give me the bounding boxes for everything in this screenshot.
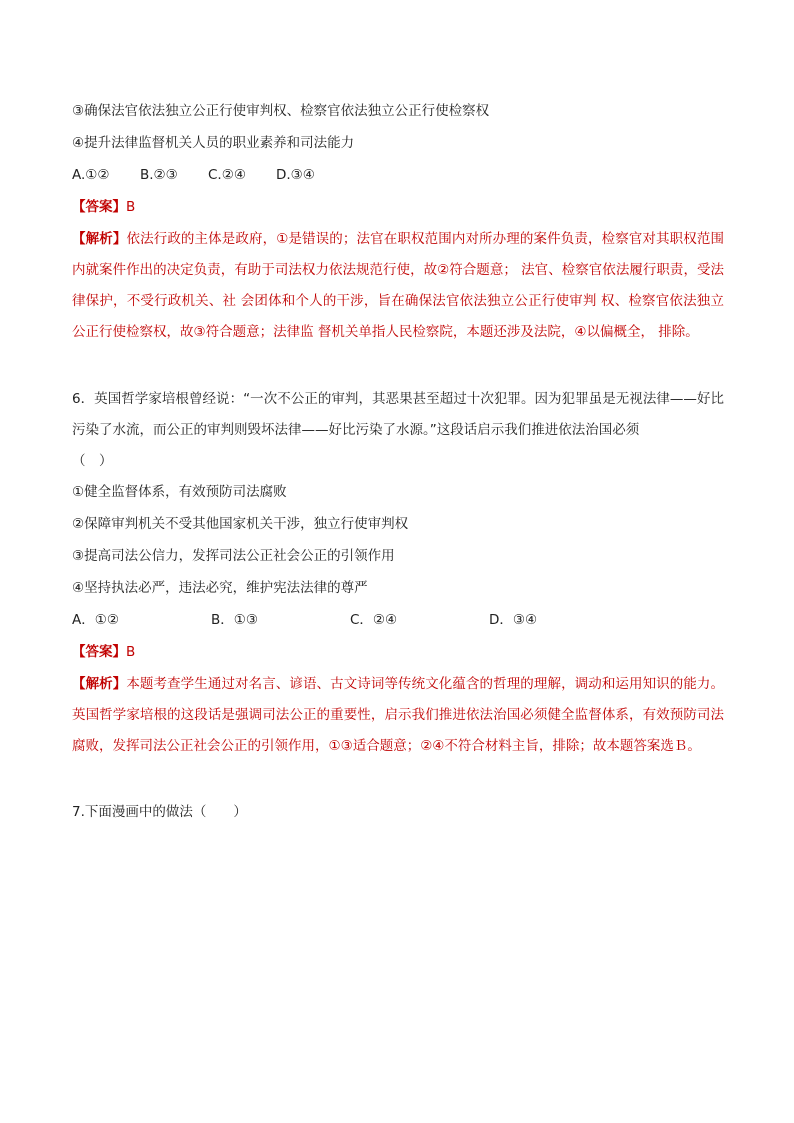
q6-option-1: ①健全监督体系，有效预防司法腐败 bbox=[72, 484, 287, 500]
q6-option-3: ③提高司法公信力，发挥司法公正社会公正的引领作用 bbox=[72, 548, 395, 564]
q6-analysis bbox=[72, 669, 724, 762]
q6-analysis-text: 本题考查学生通过对名言、谚语、古文诗词等传统文化蕴含的哲理的理解，调动和运用知识的能力。英国哲学家培根的这段话是强调司法公正的重要性，启示我们推进依法治国必须健全监督体系，有效预防司法腐败，发挥司法公正社会公正的引领作用，①③适合题意；②④不符合材料主旨，排除；故本题答案选Ｂ。 bbox=[72, 676, 725, 754]
q5-choice-b: B.②③ bbox=[140, 167, 178, 183]
q6-stem-text: 6．英国哲学家培根曾经说：“一次不公正的审判，其恶果甚至超过十次犯罪。因为犯罪虽是无视法律——好比污染了水流，而公正的审判则毁坏法律——好比污染了水源。”这段话启示我们推进依法治国必须 bbox=[72, 391, 724, 438]
q6-analysis-tag: 【解析】 bbox=[72, 676, 127, 692]
q5-option-4: ④提升法律监督机关人员的职业素养和司法能力 bbox=[72, 135, 355, 151]
q5-analysis-tag: 【解析】 bbox=[72, 231, 127, 247]
q6-choice-a: A．①② bbox=[72, 612, 119, 628]
q5-analysis-text: 依法行政的主体是政府，①是错误的；法官在职权范围内对所办理的案件负责，检察官对其职权范围内就案件作出的决定负责，有助于司法权力依法规范行使，故②符合题意； 法官、检察官依法履行职责，受法律保护，不受行政机关、社 会团体和个人的干涉，旨在确保法官依法独立公正行使审判 权、检察官依法独立公正行使检察权，故③符合题意；法律监 督机关单指人民检察院，本题还涉及法院，④以偏概全， 排除。 bbox=[72, 231, 725, 340]
q5-answer-value: B bbox=[126, 199, 136, 215]
q6-option-4: ④坚持执法必严，违法必究，维护宪法法律的尊严 bbox=[72, 580, 368, 596]
q6-paren: （ ） bbox=[72, 453, 113, 469]
q6-choices bbox=[72, 610, 537, 630]
q6-choice-d: D．③④ bbox=[489, 612, 538, 628]
q5-choices bbox=[72, 165, 315, 185]
q7-stem: 7.下面漫画中的做法（ ） bbox=[72, 804, 247, 820]
q6-choice-b: B．①③ bbox=[211, 612, 258, 628]
q6-option-2: ②保障审判机关不受其他国家机关干涉，独立行使审判权 bbox=[72, 516, 409, 532]
q5-option-3: ③确保法官依法独立公正行使审判权、检察官依法独立公正行使检察权 bbox=[72, 103, 490, 119]
q5-answer-tag: 【答案】 bbox=[72, 199, 126, 215]
q5-analysis bbox=[72, 224, 724, 348]
q6-choice-c: C．②④ bbox=[350, 612, 398, 628]
q5-answer bbox=[72, 197, 135, 217]
q6-stem bbox=[72, 384, 724, 477]
q6-answer-tag: 【答案】 bbox=[72, 644, 126, 660]
q5-choice-c: C.②④ bbox=[208, 167, 246, 183]
q5-choice-a: A.①② bbox=[72, 167, 110, 183]
q5-choice-d: D.③④ bbox=[276, 167, 315, 183]
q6-answer-value: B bbox=[126, 644, 136, 660]
q6-answer bbox=[72, 642, 135, 662]
